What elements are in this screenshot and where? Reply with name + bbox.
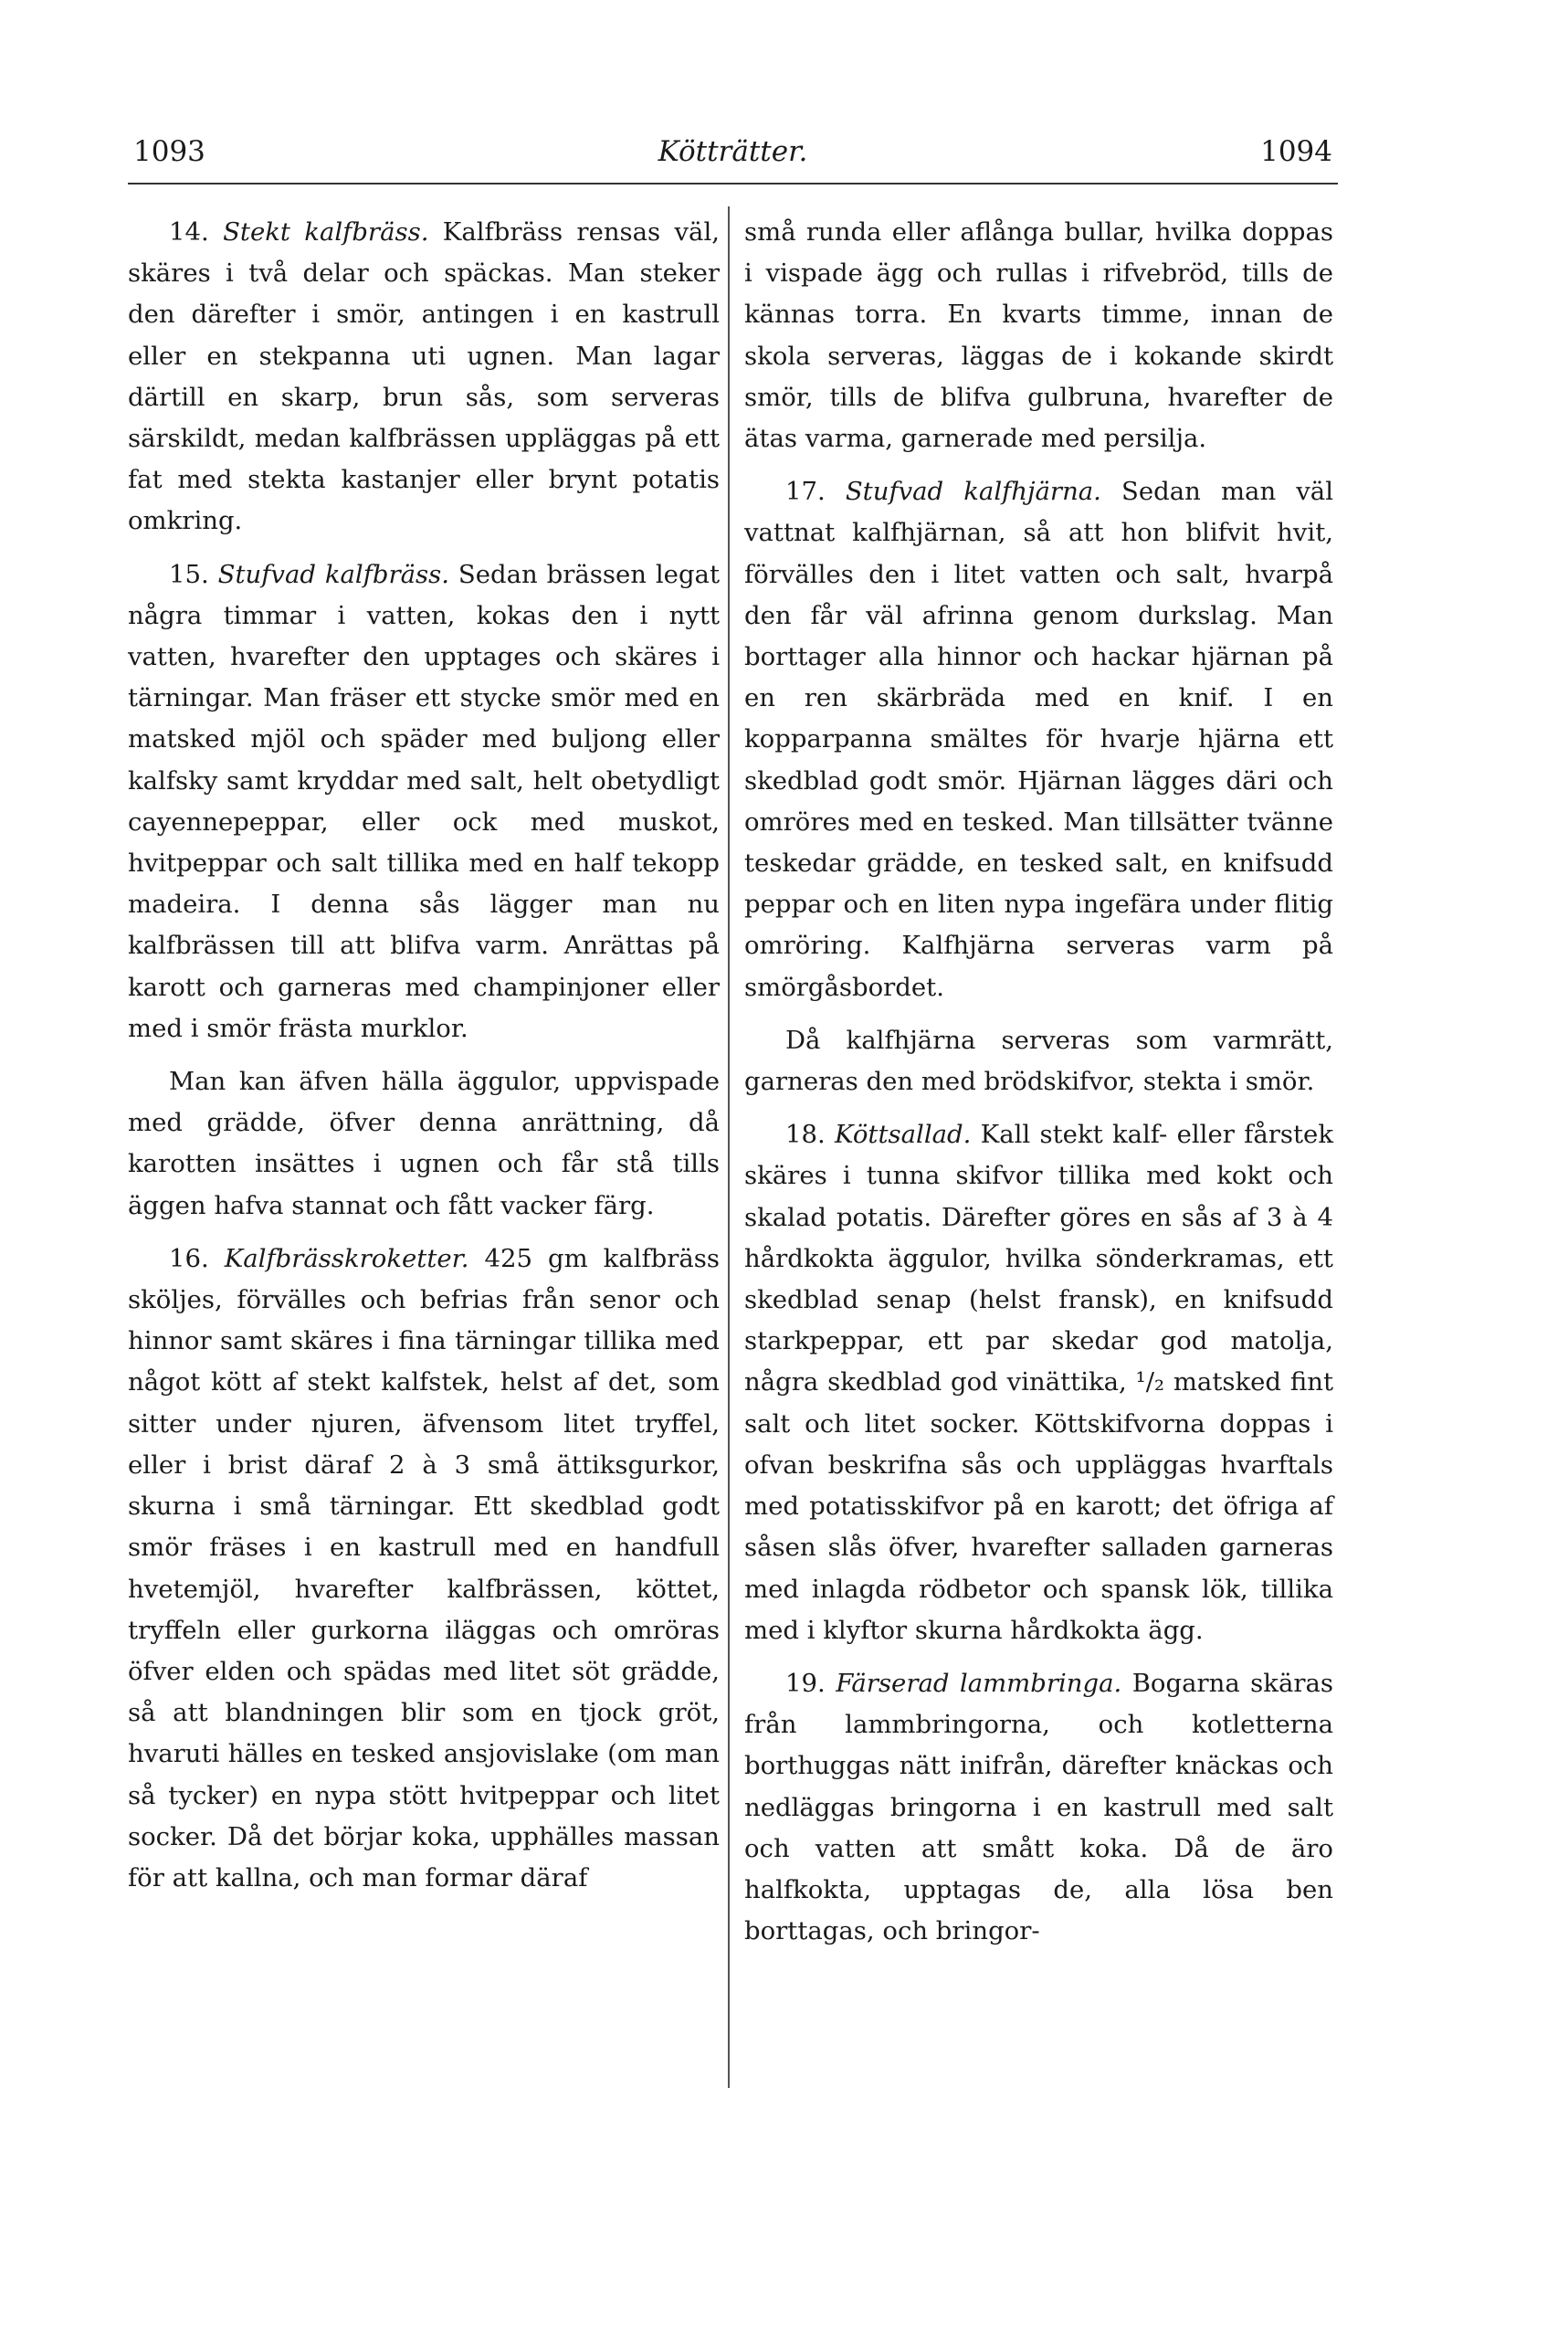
recipe-text: Kall stekt kalf- eller fårstek skäres i tunna skifvor tillika med kokt och skalad potatis. Därefter göres en sås af 3 à 4 hårdkokta äggulor, hvilka sönderkramas, ett skedblad senap (helst fransk), en knifsudd starkpeppar, ett par skedar god matolja, några skedblad god vinättika, ¹/₂ matsked fint salt och litet socker. Köttskifvorna doppas i ofvan beskrifna sås och uppläggas hvarftals med potatisskifvor på en karott; det öfriga af såsen slås öfver, hvarefter salladen garneras med inlagda rödbetor och spansk lök, tillika med i klyftor skurna hårdkokta ägg. xyxy=(744,1120,1333,1645)
recipe-text: Kalfbräss rensas väl, skäres i två delar och späckas. Man steker den därefter i smör, antingen i en kastrull eller en stekpanna uti ugnen. Man lagar därtill en skarp, brun sås, som serveras särskildt, medan kalfbrässen uppläggas på ett fat med stekta kastanjer eller brynt potatis omkring. xyxy=(128,217,720,536)
recipe-text: Sedan brässen legat några timmar i vatten, kokas den i nytt vatten, hvarefter den upptages och skäres i tärningar. Man fräser ett stycke smör med en matsked mjöl och späder med buljong eller kalfsky samt kryddar med salt, helt obetydligt cayennepeppar, eller ock med muskot, hvitpeppar och salt tillika med en half tekopp madeira. I denna sås lägger man nu kalfbrässen till att blifva varm. Anrättas på karott och garneras med champinjoner eller med i smör frästa murklor. xyxy=(128,559,720,1043)
recipe-15 xyxy=(128,554,720,1049)
right-column xyxy=(744,212,1333,1964)
recipe-18 xyxy=(744,1114,1333,1651)
paragraph-text: små runda eller aflånga bullar, hvilka doppas i vispade ägg och rullas i rifvebröd, tills de kännas torra. En kvarts timme, innan de skola serveras, läggas de i kokande skirdt smör, tills de blifva gulbruna, hvarefter de ätas varma, garnerade med persilja. xyxy=(744,217,1333,454)
column-divider xyxy=(728,206,730,2088)
recipe-title: Köttsallad. xyxy=(835,1120,972,1150)
paragraph-text: Man kan äfven hälla äggulor, uppvispade med grädde, öfver denna anrättning, då karotten insättes i ugnen och får stå tills äggen hafva stannat och fått vacker färg. xyxy=(128,1067,720,1220)
recipe-number: 14. xyxy=(169,217,209,247)
page-number-right: 1094 xyxy=(1260,135,1332,168)
header-rule xyxy=(128,183,1338,184)
recipe-16 xyxy=(128,1239,720,1899)
recipe-15-note xyxy=(128,1061,720,1227)
recipe-text: Sedan man väl vattnat kalfhjärnan, så att hon blifvit hvit, förvälles den i litet vatten och salt, hvarpå den får väl afrinna genom durkslag. Man borttager alla hinnor och hackar hjärnan på en ren skärbräda med en knif. I en kopparpanna smältes för hvarje hjärna ett skedblad godt smör. Hjärnan lägges däri och omröres med en tesked. Man tillsätter tvänne teskedar grädde, en tesked salt, en knifsudd peppar och en liten nypa ingefära under flitig omröring. Kalfhjärna serveras varm på smörgåsbordet. xyxy=(744,477,1333,1002)
recipe-14 xyxy=(128,212,720,543)
recipe-title: Stufvad kalfhjärna. xyxy=(845,477,1101,507)
recipe-number: 19. xyxy=(785,1668,826,1698)
recipe-title: Kalfbrässkroketter. xyxy=(224,1243,469,1273)
recipe-title: Färserad lammbringa. xyxy=(836,1668,1122,1698)
recipe-number: 18. xyxy=(785,1120,826,1150)
recipe-number: 16. xyxy=(169,1243,209,1273)
recipe-19 xyxy=(744,1663,1333,1952)
recipe-17 xyxy=(744,471,1333,1008)
recipe-number: 15. xyxy=(169,559,209,589)
recipe-number: 17. xyxy=(785,477,826,507)
recipe-text: Bogarna skäras från lammbringorna, och kotletterna borthuggas nätt inifrån, därefter knäckas och nedläggas bringorna i en kastrull med salt och vatten att smått koka. Då de äro halfkokta, upptagas de, alla lösa ben borttagas, och bringor- xyxy=(744,1668,1334,1946)
running-title: Kötträtter. xyxy=(658,135,808,168)
page-number-left: 1093 xyxy=(133,135,205,168)
recipe-text: 425 gm kalfbräss sköljes, förvälles och befrias från senor och hinnor samt skäres i fina tärningar tillika med något kött af stekt kalfstek, helst af det, som sitter under njuren, äfvensom litet tryffel, eller i brist däraf 2 à 3 små ättiksgurkor, skurna i små tärningar. Ett skedblad godt smör fräses i en kastrull med en handfull hvetemjöl, hvarefter kalfbrässen, köttet, tryffeln eller gurkorna iläggas och omröras öfver elden och spädas med litet söt grädde, så att blandningen blir som en tjock gröt, hvaruti hälles en tesked ansjovislake (om man så tycker) en nypa stött hvitpeppar och litet socker. Då det börjar koka, upphälles massan för att kallna, och man formar däraf xyxy=(128,1243,720,1892)
recipe-title: Stekt kalfbräss. xyxy=(223,217,429,247)
recipe-title: Stufvad kalfbräss. xyxy=(217,559,449,589)
left-column xyxy=(128,212,720,1911)
recipe-16-continued xyxy=(744,212,1333,459)
paragraph-text: Då kalfhjärna serveras som varmrätt, garneras den med brödskifvor, stekta i smör. xyxy=(744,1025,1333,1097)
recipe-17-note xyxy=(744,1020,1333,1102)
running-header xyxy=(128,135,1338,172)
